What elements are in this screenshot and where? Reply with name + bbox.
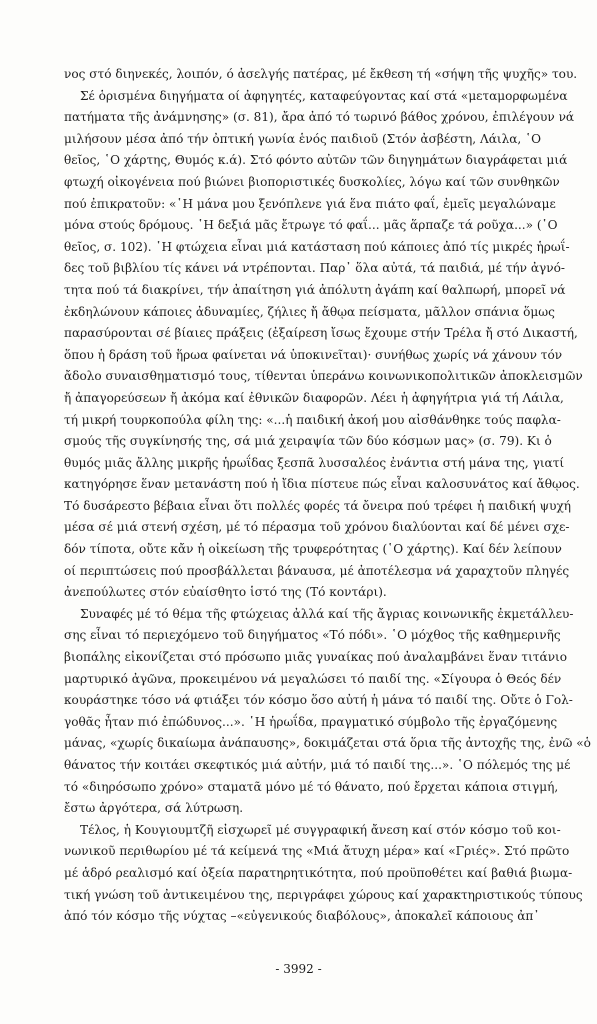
paragraph xyxy=(64,86,583,604)
text-line: μέσα σέ μιά στενή σχέση, μέ τό πέρασμα τοῦ χρόνου διαλύονται καί δέ μένει σχε- xyxy=(64,520,570,535)
text-line: ἄδολο συναισθηματισμό τους, τίθενται ὑπεράνω κοινωνικοπολιτικῶν ἀποκλεισμῶν xyxy=(64,369,583,384)
text-line: σης εἶναι τό περιεχόμενο τοῦ διηγήματος «Τό πόδι». ῾Ο μόχθος τῆς καθημερινῆς xyxy=(64,628,561,643)
body-text xyxy=(64,64,591,928)
text-line: δόν τίποτα, οὔτε κἄν ἡ οἰκείωση τῆς τρυφερότητας (῾Ο χάρτης). Καί δέν λείπουν xyxy=(64,542,562,557)
text-line: κατηγόρησε ἕναν μετανάστη πού ἡ ἴδια πίστευε πώς εἶναι καλοσυνάτος καί ἄθῳος. xyxy=(64,477,580,492)
paragraph xyxy=(64,820,583,928)
text-line: νος στό διηνεκές, λοιπόν, ό ἀσελγής πατέρας, μέ ἔκθεση τή «σήψη τῆς ψυχῆς» του. xyxy=(64,67,578,81)
text-line: Σέ ὁρισμένα διηγήματα οί ἀφηγητές, καταφεύγοντας καί στά «μεταμορφωμένα xyxy=(80,88,568,103)
text-line: τητα πού τά διακρίνει, τήν ἀπαίτηση γιά ἀπόλυτη ἀγάπη καί θαλπωρή, μπορεῖ νά xyxy=(64,282,566,297)
text-line: φτωχή οἰκογένεια πού βιώνει βιοποριστικές δυσκολίες, λόγω καί τῶν συνθηκῶν xyxy=(64,174,560,189)
text-line: ἐκδηλώνουν κάποιες ἀδυναμίες, ζήλιες ἤ ἄθῳα πείσματα, μᾶλλον σπάνια ὅμως xyxy=(64,304,555,319)
text-line: δες τοῦ βιβλίου τίς κάνει νά ντρέπονται. Παρ᾽ ὅλα αὐτά, τά παιδιά, μέ τήν ἀγνό- xyxy=(64,261,565,276)
page-number: - 3992 - xyxy=(275,962,322,976)
text-line: θεῖος, σ. 102). ῾Η φτώχεια εἶναι μιά κατάσταση πού κάποιες ἀπό τίς μικρές ἡρωΐ- xyxy=(64,239,570,254)
text-line: γοθᾶς ἦταν πιό ἐπώδυνος...». ῾Η ἡρωΐδα, πραγματικό σύμβολο τῆς ἐργαζόμενης xyxy=(64,714,558,729)
text-line: ἀνεπούλωτες στόν εὐαίσθητο ἱστό της (Τό κοντάρι). xyxy=(64,585,387,600)
text-line: ἤ ἀπαγορεύσεων ἤ ἀκόμα καί ἐθνικῶν διαφορῶν. Λέει ἡ ἀφηγήτρια γιά τή Λάιλα, xyxy=(64,390,564,405)
text-line: μέ ἁδρό ρεαλισμό καί ὀξεία παρατηρητικότητα, πού προϋποθέτει καί βαθιά βιωμα- xyxy=(64,865,573,880)
text-line: Τό δυσάρεστο βέβαια εἶναι ὅτι πολλές φορές τά ὄνειρα πού τρέφει ἡ παιδική ψυχή xyxy=(64,498,572,513)
text-line: σμούς τῆς συγκίνησής της, σά μιά χειραψία τῶν δύο κόσμων μας» (σ. 79). Κι ὁ xyxy=(64,434,552,449)
text-line: κουράστηκε τόσο νά φτιάξει τόν κόσμο ὅσο αὐτή ἡ μάνα τό παιδί της. Οὔτε ὁ Γολ- xyxy=(64,693,573,708)
text-line: θεῖος, ῾Ο χάρτης, Θυμός κ.ά). Στό φόντο αὐτῶν τῶν διηγημάτων διαγράφεται μιά xyxy=(64,153,568,168)
text-line: τό «διηρόσωπο χρόνο» σταματᾶ μόνο μέ τό θάνατο, πού ἔρχεται κάποια στιγμή, xyxy=(64,779,559,794)
text-line: μάνας, «χωρίς δικαίωμα ἀνάπαυσης», δοκιμάζεται στά ὅρια τῆς ἀντοχῆς της, ἐνῶ «ὁ xyxy=(64,736,591,751)
text-line: οί περιπτώσεις πού προσβάλλεται βάναυσα, μέ ἀποτέλεσμα νά χαραχτοῦν πληγές xyxy=(64,563,570,578)
text-line: μαρτυρικό ἀγῶνα, προκειμένου νά μεγαλώσει τό παιδί της. «Σίγουρα ὁ Θεός δέν xyxy=(64,671,562,686)
text-line: νωνικοῦ περιθωρίου μέ τά κείμενά της «Μιά ἄτυχη μέρα» καί «Γριές». Στό πρῶτο xyxy=(64,844,570,859)
text-line: πατήματα τῆς ἀνάμνησης» (σ. 81), ἄρα ἀπό τό τωρινό βάθος χρόνου, ἐπιλέγουν νά xyxy=(64,110,575,125)
text-line: βιοπάλης εἰκονίζεται στό πρόσωπο μιᾶς γυναίκας πού ἀναλαμβάνει ἕναν τιτάνιο xyxy=(64,650,568,665)
text-line: τή μικρή τουρκοπούλα φίλη της: «...ἡ παιδική ἀκοή μου αἰσθάνθηκε τούς παφλα- xyxy=(64,412,561,427)
text-line: ἔστω ἀργότερα, σά λύτρωση. xyxy=(64,801,244,816)
text-line: μόνα στούς δρόμους. ῾Η δεξιά μᾶς ἔτρωγε τό φαΐ... μᾶς ἅρπαζε τά ροῦχα...» (῾Ο xyxy=(64,218,558,233)
text-line: μιλήσουν μέσα ἀπό τήν ὀπτική γωνία ἑνός παιδιοῦ (Στόν ἀσβέστη, Λάιλα, ῾Ο xyxy=(64,131,542,146)
text-line: παρασύρονται σέ βίαιες πράξεις (ἐξαίρεση ἴσως ἔχουμε στήν Τρέλα ἤ στό Δικαστή, xyxy=(64,326,578,341)
text-line: θυμός μιᾶς ἄλλης μικρῆς ἡρωΐδας ξεσπᾶ λυσσαλέος ἐνάντια στή μάνα της, γιατί xyxy=(64,455,565,470)
text-line: τική γνώση τοῦ ἀντικειμένου της, περιγράφει χώρους καί χαρακτηριστικούς τύπους xyxy=(64,887,583,902)
text-line: θάνατος τήν κοιτάει σκεφτικός μιά αὐτήν, μιά τό παιδί της...». ῾Ο πόλεμός της μέ xyxy=(64,758,571,772)
text-line: Τέλος, ἡ Κουγιουμτζῆ εἰσχωρεῖ μέ συγγραφική ἄνεση καί στόν κόσμο τοῦ κοι- xyxy=(80,822,561,837)
text-line: ἀπό τόν κόσμο τῆς νύχτας –«εὐγενικούς διαβόλους», ἀποκαλεῖ κάποιους ἀπ᾽ xyxy=(64,909,540,924)
text-line: Συναφές μέ τό θέμα τῆς φτώχειας ἀλλά καί τῆς ἄγριας κοινωνικῆς ἐκμετάλλευ- xyxy=(80,606,574,621)
paragraph xyxy=(64,64,578,86)
paragraph xyxy=(64,604,591,820)
text-line: ὅπου ἡ δράση τοῦ ἥρωα φαίνεται νά ὑποκινεῖται)· συνήθως χωρίς νά χάνουν τόν xyxy=(64,347,563,362)
text-line: πού ἐπικρατοῦν: «῾Η μάνα μου ξενόπλενε γιά ἕνα πιάτο φαΐ, ἐμεῖς μεγαλώναμε xyxy=(64,196,556,211)
